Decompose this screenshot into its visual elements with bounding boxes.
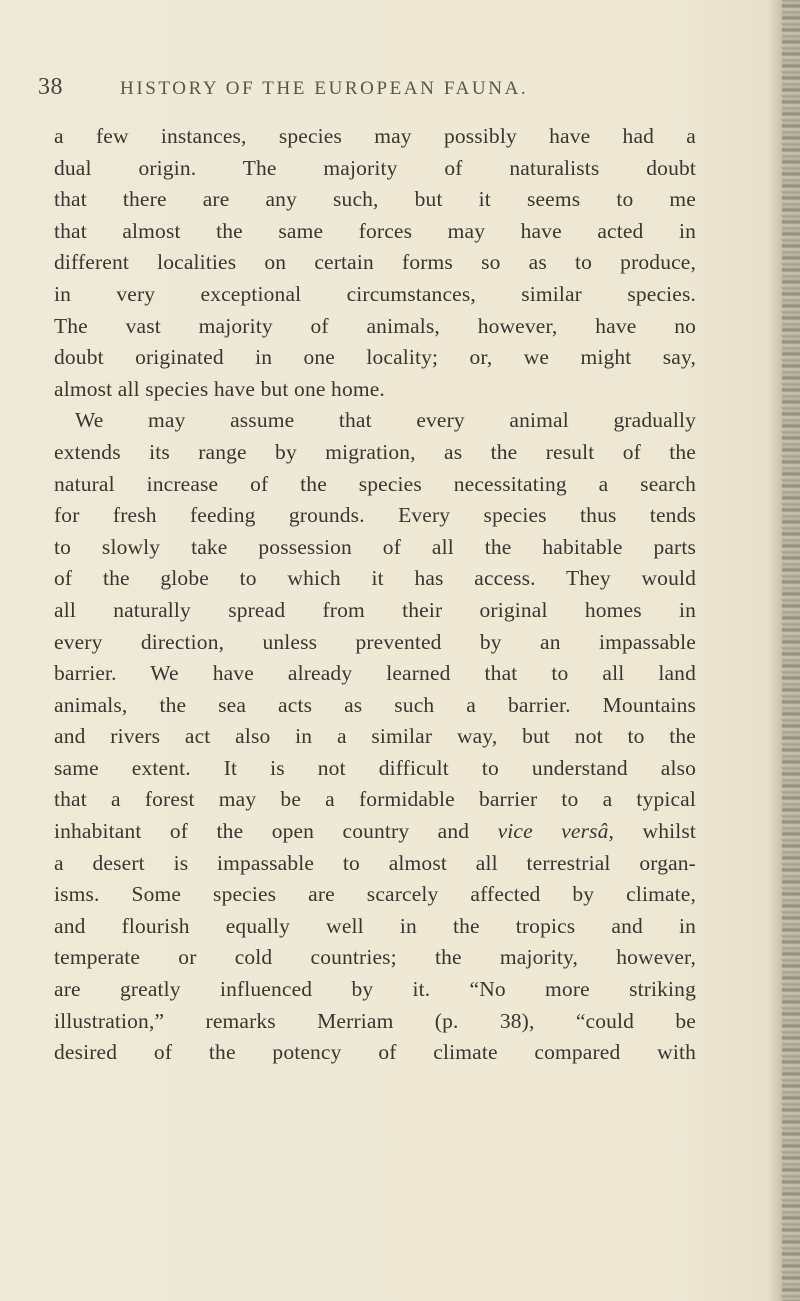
text-line: and flourish equally well in the tropics and in — [54, 913, 696, 938]
italic-phrase: vice versâ, — [497, 819, 615, 844]
text-line: are greatly influenced by it. “No more striking — [54, 977, 696, 1002]
text-line: different localities on certain forms so as to produce, — [54, 250, 696, 275]
text-line: all naturally spread from their original homes in — [54, 597, 696, 622]
text-line: The vast majority of animals, however, have no — [54, 313, 696, 338]
text-line: natural increase of the species necessitating a search — [54, 471, 696, 496]
page-number: 38 — [38, 74, 63, 100]
text-line: almost all species have but one home. — [54, 376, 385, 401]
text-line: that almost the same forces may have acted in — [54, 218, 696, 243]
binding-shadow — [768, 0, 782, 1301]
text-line: isms. Some species are scarcely affected by climate, — [54, 882, 696, 907]
text-line: barrier. We have already learned that to all land — [54, 661, 696, 686]
running-title: HISTORY OF THE EUROPEAN FAUNA. — [120, 78, 529, 99]
text-segment: whilst — [642, 819, 696, 844]
text-line: for fresh feeding grounds. Every species thus tends — [54, 503, 696, 528]
text-line: a desert is impassable to almost all terrestrial organ- — [54, 850, 696, 875]
page-edge — [782, 0, 800, 1301]
text-line: to slowly take possession of all the habitable parts — [54, 534, 696, 559]
text-line: that there are any such, but it seems to me — [54, 187, 696, 212]
text-line: animals, the sea acts as such a barrier. Mountains — [54, 692, 696, 717]
text-line: temperate or cold countries; the majority, however, — [54, 945, 696, 970]
text-segment: inhabitant of the open country and — [54, 819, 470, 844]
text-line: dual origin. The majority of naturalists doubt — [54, 155, 696, 180]
text-line: of the globe to which it has access. They would — [54, 566, 696, 591]
text-line: every direction, unless prevented by an impassable — [54, 629, 696, 654]
text-line: doubt originated in one locality; or, we might say, — [54, 345, 696, 370]
text-line: that a forest may be a formidable barrier to a typical — [54, 787, 696, 812]
paragraph-start-line: We may assume that every animal gradually — [75, 408, 696, 433]
text-line: illustration,” remarks Merriam (p. 38), “could be — [54, 1008, 696, 1033]
text-line: a few instances, species may possibly have had a — [54, 124, 696, 148]
body-text — [54, 121, 696, 1069]
text-line: desired of the potency of climate compared with — [54, 1040, 696, 1065]
text-line-with-italic — [54, 816, 696, 848]
text-line: in very exceptional circumstances, similar species. — [54, 281, 696, 306]
running-head — [38, 74, 698, 108]
text-line: extends its range by migration, as the result of the — [54, 439, 696, 464]
text-line: and rivers act also in a similar way, but not to the — [54, 724, 696, 749]
text-line: same extent. It is not difficult to understand also — [54, 755, 696, 780]
